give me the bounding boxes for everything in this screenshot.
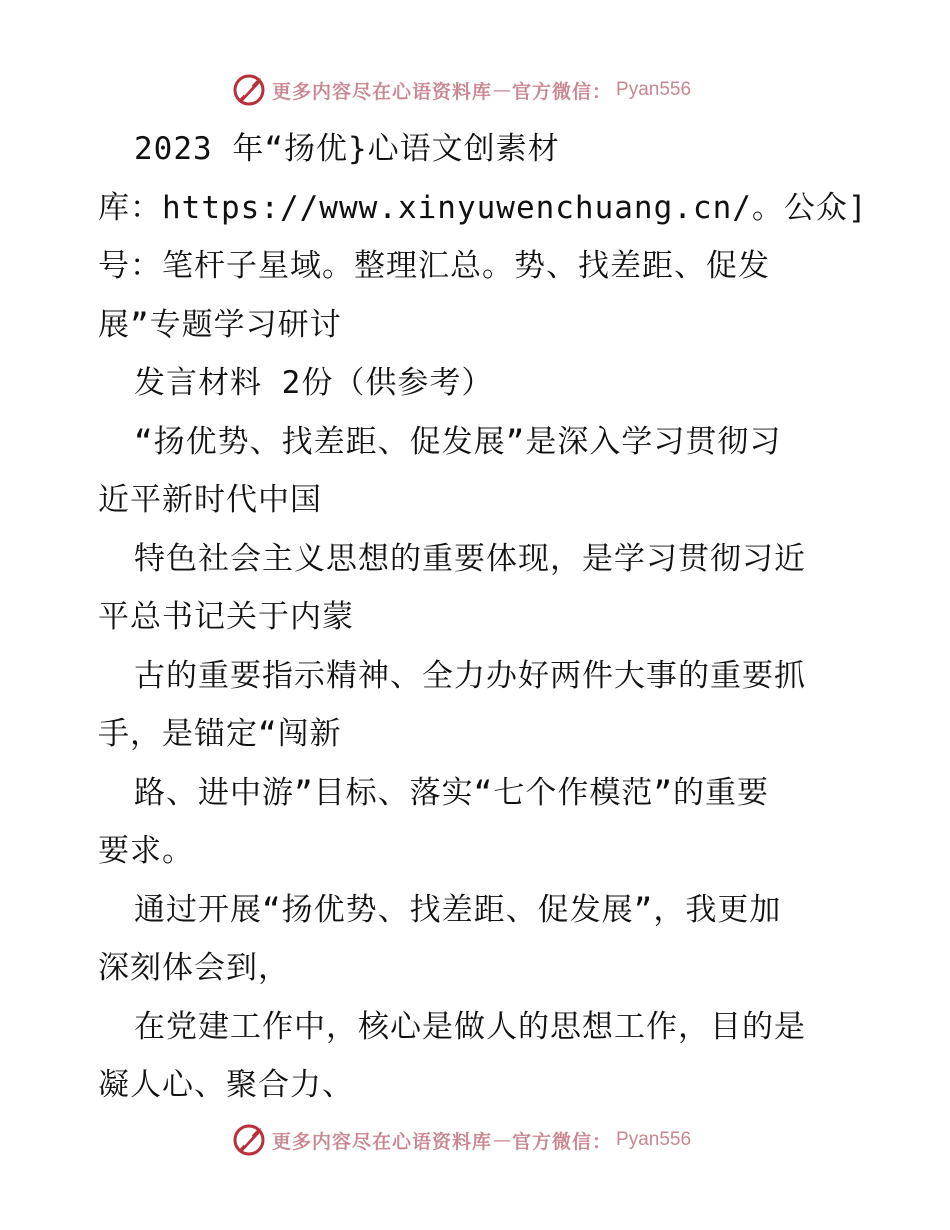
body-line: “扬优势、找差距、促发展”是深入学习贯彻习 (134, 423, 782, 460)
header-banner (232, 70, 691, 110)
body-line: 路、进中游”目标、落实“七个作模范”的重要 (134, 774, 769, 811)
body-line: 手，是锚定“闯新 (98, 716, 342, 752)
body-line: 2023 年“扬优}心语文创素材 (134, 131, 560, 167)
body-line: 通过开展“扬优势、找差距、促发展”，我更加 (134, 891, 782, 928)
body-line: 近平新时代中国 (98, 482, 322, 518)
body-line: 展”专题学习研讨 (98, 306, 342, 343)
document-body (98, 120, 868, 1115)
body-line: 深刻体会到， (98, 950, 290, 986)
banner-dash: — (493, 79, 512, 101)
footer-banner (232, 1120, 691, 1160)
banner-main-text: 更多内容尽在心语资料库 (272, 1130, 493, 1153)
quill-pen-circle-icon (232, 73, 266, 107)
body-line: 在党建工作中，核心是做人的思想工作，目的是 (134, 1008, 806, 1045)
body-line: 凝人心、聚合力、 (98, 1067, 354, 1103)
banner-wechat-id: Pyan556 (616, 79, 692, 100)
body-line: 特色社会主义思想的重要体现，是学习贯彻习近 (134, 540, 806, 577)
body-line: 号：笔杆子星域。整理汇总。势、找差距、促发 (98, 248, 770, 284)
body-line: 发言材料 2份（供参考） (134, 365, 494, 401)
body-line: 要求。 (98, 833, 194, 869)
banner-wechat-id: Pyan556 (616, 1129, 692, 1150)
body-line: 平总书记关于内蒙 (98, 599, 354, 635)
banner-main-text: 更多内容尽在心语资料库 (272, 80, 493, 103)
body-line: 古的重要指示精神、全力办好两件大事的重要抓 (134, 657, 806, 694)
banner-official-label: 官方微信： (512, 80, 613, 103)
quill-pen-circle-icon (232, 1123, 266, 1157)
banner-dash: — (493, 1129, 512, 1151)
body-line: 库：https://www.xinyuwenchuang.cn/。公众] (98, 189, 868, 226)
banner-official-label: 官方微信： (512, 1130, 613, 1153)
